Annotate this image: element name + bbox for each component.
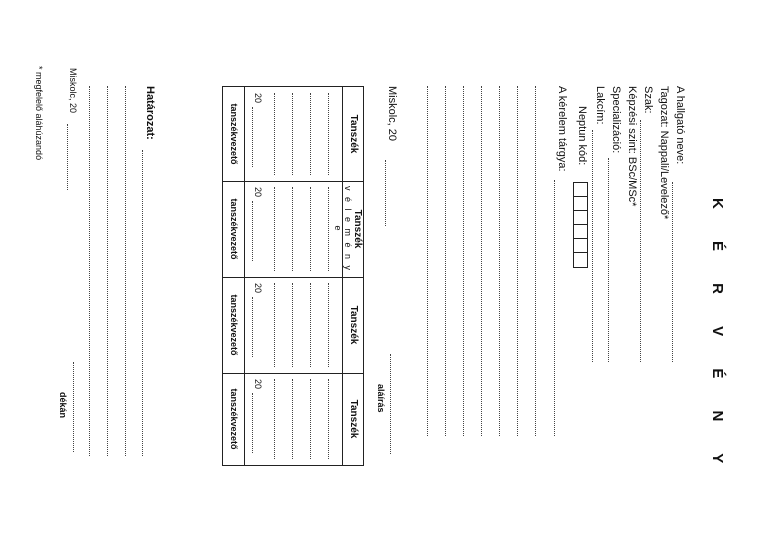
- decision-place-date: Miskolc, 20: [68, 68, 78, 114]
- subject-line[interactable]: [499, 86, 500, 436]
- student-name-label: A hallgató neve:: [674, 86, 686, 165]
- dean-label: dékán: [58, 392, 68, 419]
- opinion-line[interactable]: [274, 187, 275, 271]
- footer-divider: [244, 87, 245, 465]
- opinion-line[interactable]: [310, 93, 311, 175]
- decision-line[interactable]: [107, 86, 108, 456]
- opinion-line[interactable]: [310, 187, 311, 271]
- decision-line[interactable]: [125, 86, 126, 456]
- opinion-line[interactable]: [328, 93, 329, 175]
- subject-line[interactable]: [554, 180, 555, 436]
- decision-line[interactable]: [89, 86, 90, 456]
- dean-signature-line[interactable]: [73, 362, 74, 452]
- decision-label: Határozat:: [144, 86, 156, 140]
- opinion-line[interactable]: [310, 283, 311, 367]
- opinion-date-prefix: 20: [253, 283, 263, 294]
- dept-header-2: Tanszék: [352, 209, 363, 249]
- student-name-field[interactable]: [672, 182, 673, 362]
- opinion-date-prefix: 20: [253, 379, 263, 390]
- opinion-line[interactable]: [310, 379, 311, 459]
- major-label: Szak:: [642, 86, 654, 114]
- student-signature-line[interactable]: [390, 354, 391, 454]
- form-title: K É R V É N Y: [709, 198, 726, 478]
- opinion-line[interactable]: [328, 283, 329, 367]
- opinion-line[interactable]: [292, 283, 293, 367]
- signature-label: aláírás: [376, 384, 386, 413]
- opinion-line[interactable]: [274, 283, 275, 367]
- subject-label: A kérelem tárgya:: [556, 86, 568, 172]
- footnote: * megfelelő aláhúzandó: [34, 66, 44, 161]
- neptun-label: Neptun kód:: [576, 106, 588, 166]
- subject-line[interactable]: [535, 86, 536, 436]
- opinion-line[interactable]: [328, 187, 329, 271]
- address-field[interactable]: [592, 130, 593, 362]
- opinion-header: v é l e m é n y e: [333, 185, 353, 273]
- decision-date-field[interactable]: [67, 124, 68, 190]
- opinion-date-field[interactable]: [252, 393, 253, 453]
- dept-header-3: Tanszék: [348, 305, 359, 345]
- dept-header-1: Tanszék: [348, 114, 359, 154]
- request-place-date: Miskolc, 20: [386, 86, 398, 142]
- subject-line[interactable]: [463, 86, 464, 436]
- study-mode-label: Tagozat: Nappali/Levelező*: [658, 86, 670, 220]
- decision-line[interactable]: [142, 150, 143, 456]
- opinion-line[interactable]: [274, 93, 275, 175]
- opinion-line[interactable]: [274, 379, 275, 459]
- subject-line[interactable]: [481, 86, 482, 436]
- opinion-date-prefix: 20: [253, 187, 263, 198]
- opinion-line[interactable]: [292, 379, 293, 459]
- major-field[interactable]: [640, 120, 641, 362]
- head-signature-label: tanszékvezető: [229, 103, 239, 165]
- opinion-line[interactable]: [328, 379, 329, 459]
- specialization-label: Specializáció:: [610, 86, 622, 154]
- opinion-line[interactable]: [292, 93, 293, 175]
- request-date-field[interactable]: [385, 160, 386, 226]
- opinion-line[interactable]: [292, 187, 293, 271]
- subject-line[interactable]: [445, 86, 446, 436]
- subject-line[interactable]: [427, 86, 428, 436]
- head-signature-label: tanszékvezető: [229, 388, 239, 450]
- opinion-date-field[interactable]: [252, 201, 253, 261]
- department-opinion-table: [222, 86, 364, 466]
- opinion-date-field[interactable]: [252, 107, 253, 167]
- neptun-char-box[interactable]: [573, 252, 588, 268]
- opinion-date-prefix: 20: [253, 93, 263, 104]
- dept-header-4: Tanszék: [348, 399, 359, 439]
- head-signature-label: tanszékvezető: [229, 294, 239, 356]
- level-label: Képzési szint: BSc/MSc*: [626, 86, 638, 207]
- opinion-date-field[interactable]: [252, 297, 253, 357]
- specialization-field[interactable]: [608, 158, 609, 362]
- head-signature-label: tanszékvezető: [229, 198, 239, 260]
- subject-line[interactable]: [517, 86, 518, 436]
- address-label: Lakcím:: [594, 86, 606, 125]
